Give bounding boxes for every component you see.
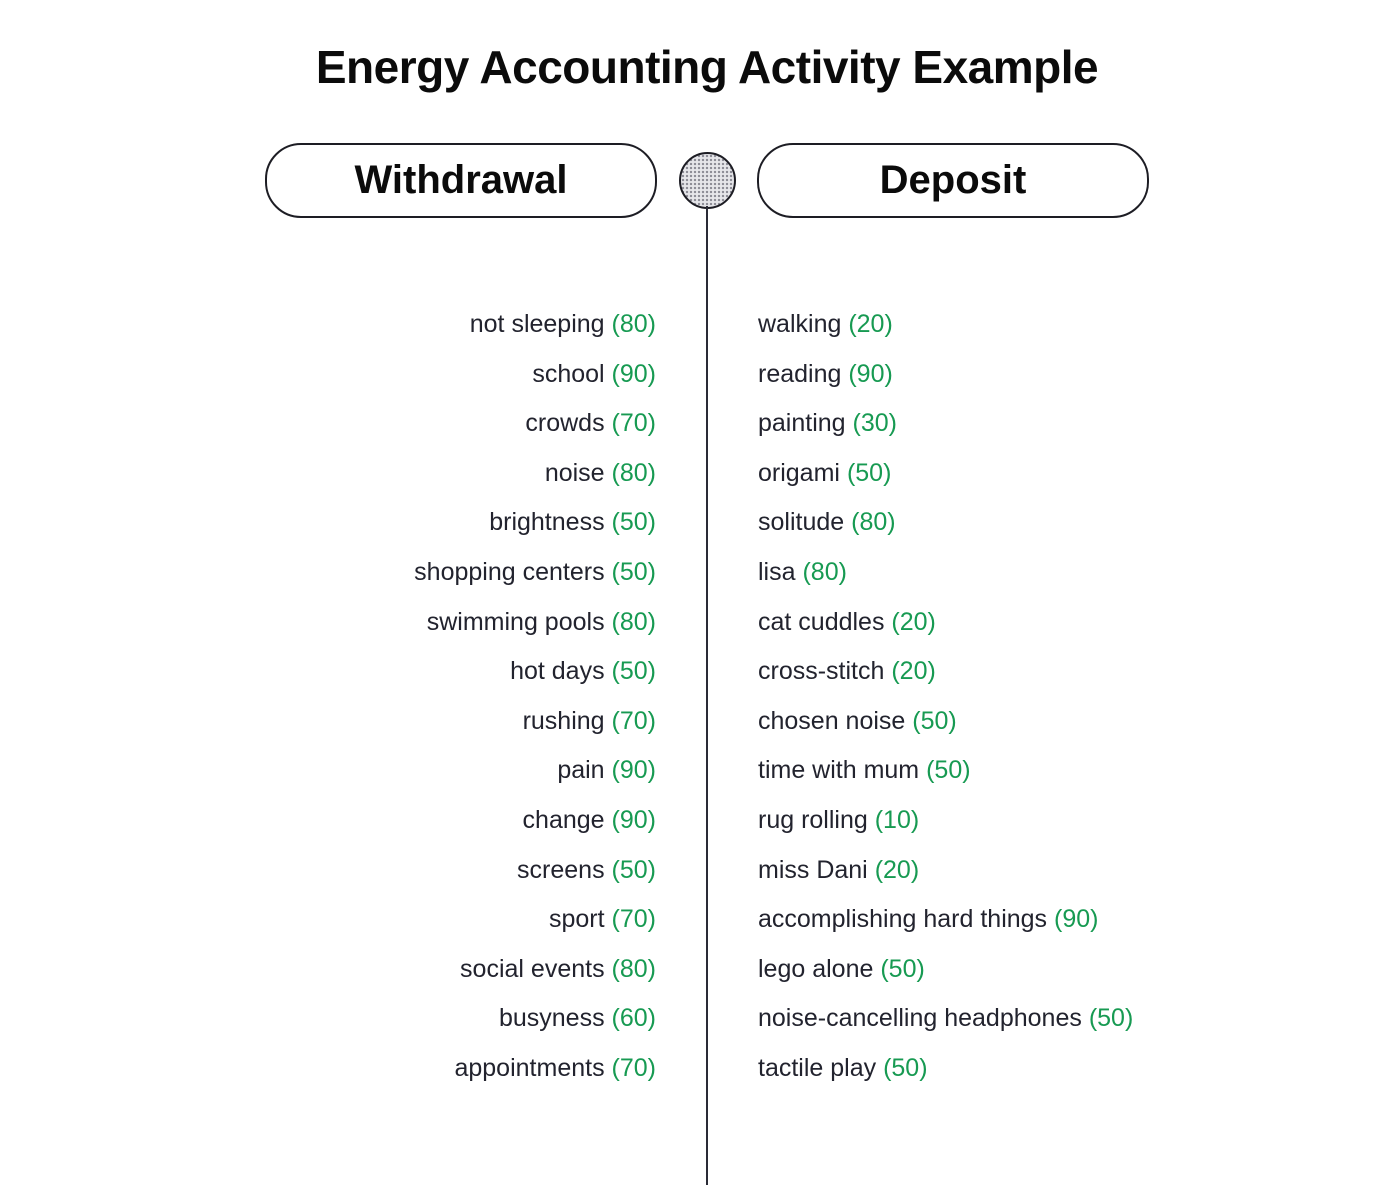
item-label: noise-cancelling headphones [758,1004,1082,1033]
page-title: Energy Accounting Activity Example [315,41,1099,93]
item-label: origami [758,458,840,487]
withdrawal-item [414,996,656,1046]
withdrawal-list [414,302,656,1096]
deposit-item [758,302,1133,352]
item-score: (20) [848,310,893,338]
item-label: hot days [510,657,605,686]
item-label: brightness [489,508,605,537]
item-score: (90) [611,756,656,785]
deposit-item [758,699,1133,749]
item-label: cat cuddles [758,607,885,636]
item-label: busyness [498,1004,605,1033]
item-score: (80) [611,607,656,636]
withdrawal-item [414,699,656,749]
item-score: (80) [851,508,896,537]
item-score: (90) [611,359,656,388]
withdrawal-item [414,947,656,997]
item-label: school [532,359,605,388]
item-score: (60) [611,1004,656,1033]
item-score: (70) [611,1053,656,1082]
item-score: (90) [611,805,656,834]
deposit-item [758,798,1133,848]
item-label: reading [758,359,842,388]
deposit-heading: Deposit [757,143,1149,218]
deposit-item [758,1046,1133,1096]
item-label: walking [758,310,842,338]
deposit-item [758,748,1133,798]
item-score: (50) [880,954,925,983]
deposit-list [758,302,1133,1096]
item-score: (70) [611,905,656,934]
withdrawal-item [414,500,656,550]
withdrawal-item [414,451,656,501]
item-score: (80) [802,557,847,586]
deposit-item [758,451,1133,501]
deposit-item [758,550,1133,600]
item-score: (80) [611,954,656,983]
item-label: accomplishing hard things [758,905,1048,934]
item-score: (50) [883,1053,928,1082]
item-label: time with mum [758,756,920,785]
withdrawal-item [414,649,656,699]
deposit-item [758,897,1133,947]
item-score: (90) [1054,905,1099,934]
item-label: miss Dani [758,855,868,884]
item-label: shopping centers [414,557,605,586]
withdrawal-item [414,302,656,352]
item-score: (20) [891,657,936,686]
item-label: sport [548,905,605,934]
withdrawal-item [414,848,656,898]
item-score: (50) [912,706,957,735]
withdrawal-item [414,1046,656,1096]
withdrawal-item [414,352,656,402]
item-label: chosen noise [758,706,906,735]
deposit-item [758,996,1133,1046]
item-score: (70) [611,409,656,438]
item-label: noise [544,458,605,487]
withdrawal-heading: Withdrawal [265,143,657,218]
item-score: (50) [1088,1004,1134,1033]
item-label: change [522,805,605,834]
item-label: tactile play [758,1053,877,1082]
center-divider-line [706,206,708,1185]
divider-node [679,152,736,209]
item-label: solitude [758,508,845,537]
withdrawal-item [414,401,656,451]
item-label: crowds [525,409,605,438]
item-score: (30) [852,409,897,438]
deposit-item [758,500,1133,550]
withdrawal-item [414,798,656,848]
item-label: appointments [454,1053,605,1082]
item-score: (70) [611,706,656,735]
item-score: (50) [611,657,656,686]
item-label: swimming pools [426,607,605,636]
item-label: cross-stitch [758,657,885,686]
item-score: (50) [611,557,656,586]
item-label: rushing [522,706,605,735]
item-label: painting [758,409,846,438]
withdrawal-item [414,897,656,947]
item-score: (90) [848,359,893,388]
item-label: screens [517,855,605,884]
withdrawal-item [414,748,656,798]
item-score: (20) [874,855,920,884]
deposit-item [758,649,1133,699]
deposit-item [758,401,1133,451]
item-label: lego alone [758,954,874,983]
deposit-item [758,947,1133,997]
withdrawal-item [414,600,656,650]
item-label: social events [460,954,605,983]
item-score: (80) [611,458,656,487]
withdrawal-item [414,550,656,600]
item-label: lisa [758,557,796,586]
item-label: pain [557,756,605,785]
item-score: (10) [874,805,920,834]
deposit-item [758,352,1133,402]
item-score: (50) [846,458,892,487]
item-score: (50) [926,756,971,785]
item-label: not sleeping [469,310,605,338]
item-score: (50) [611,855,656,884]
item-score: (20) [891,607,936,636]
item-label: rug rolling [758,805,868,834]
deposit-item [758,848,1133,898]
deposit-item [758,600,1133,650]
item-score: (50) [611,508,656,537]
item-score: (80) [611,310,656,338]
